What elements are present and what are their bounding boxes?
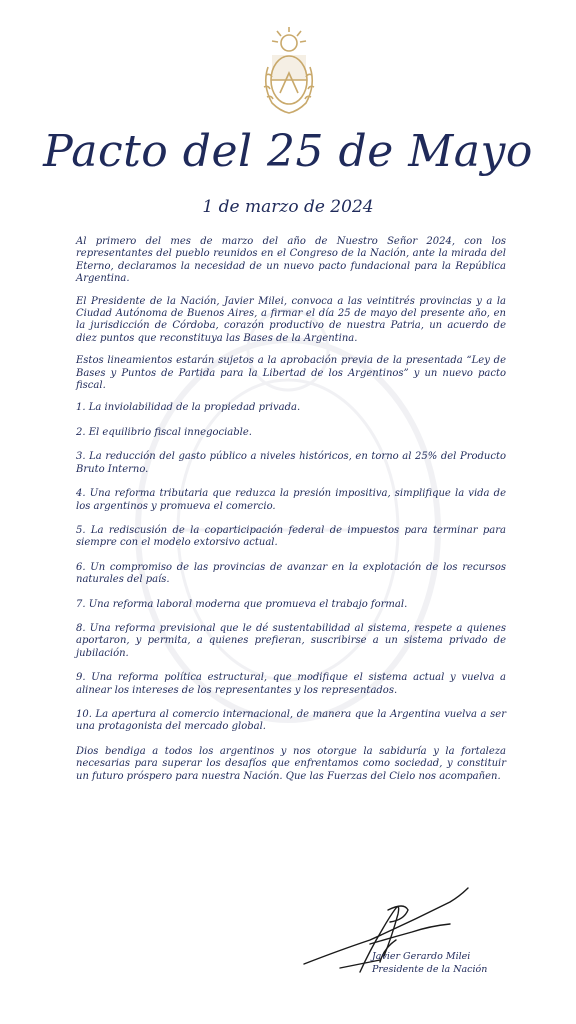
intro-paragraph: El Presidente de la Nación, Javier Milei, convoca a las veintitrés provincias y a la Ciudad Autónoma de Buenos Aires, a firmar el día 25 de mayo del presente año, en la jurisdicción de Córdoba, corazón productivo de nuestra Patria, un acuerdo de diez puntos que reconstituya las Bases de la Argentina. — [76, 295, 506, 344]
point-item: 7. Una reforma laboral moderna que promueva el trabajo formal. — [76, 598, 408, 610]
point-item: 10. La apertura al comercio internacional, de manera que la Argentina vuelva a ser una protagonista del mercado global. — [76, 708, 506, 733]
signer-block — [372, 950, 512, 976]
point-item: 6. Un compromiso de las provincias de avanzar en la explotación de los recursos naturales del país. — [76, 561, 506, 586]
point-item: 5. La rediscusión de la coparticipación federal de impuestos para terminar para siempre con el modelo extorsivo actual. — [76, 524, 506, 549]
signer-name: Javier Gerardo Milei — [372, 951, 471, 962]
point-item: 2. El equilibrio fiscal innegociable. — [76, 426, 252, 438]
signer-title: Presidente de la Nación — [372, 964, 488, 975]
document-date: 1 de marzo de 2024 — [202, 197, 374, 217]
intro-paragraph: Al primero del mes de marzo del año de Nuestro Señor 2024, con los representantes del pueblo reunidos en el Congreso de la Nación, ante la mirada del Eterno, declaramos la necesidad de un nuevo pacto fundacional para la República Argentina. — [76, 236, 506, 285]
point-item: 1. La inviolabilidad de la propiedad privada. — [76, 402, 301, 414]
point-item: 8. Una reforma previsional que le dé sustentabilidad al sistema, respete a quienes aportaron, y permita, a quienes prefieran, suscribirse a un sistema privado de jubilación. — [76, 622, 506, 659]
coat-of-arms-icon — [258, 25, 320, 117]
document-body — [76, 236, 506, 793]
point-item: 3. La reducción del gasto público a niveles históricos, en torno al 25% del Producto Bruto Interno. — [76, 451, 506, 475]
point-item: 4. Una reforma tributaria que reduzca la presión impositiva, simplifique la vida de los argentinos y promueva el comercio. — [76, 488, 506, 512]
intro-paragraph: Estos lineamientos estarán sujetos a la aprobación previa de la presentada “Ley de Bases y Puntos de Partida para la Libertad de los Argentinos” y un nuevo pacto fiscal. — [76, 355, 506, 392]
document-title: Pacto del 25 de Mayo — [43, 126, 533, 177]
point-item: 9. Una reforma política estructural, que modifique el sistema actual y vuelva a alinear los intereses de los representantes y los representados. — [76, 672, 506, 696]
closing-paragraph: Dios bendiga a todos los argentinos y nos otorgue la sabiduría y la fortaleza necesarias para superar los desafíos que enfrentamos como sociedad, y constituir un futuro próspero para nuestra Nación. Que las Fuerzas del Cielo nos acompañen. — [76, 745, 506, 782]
